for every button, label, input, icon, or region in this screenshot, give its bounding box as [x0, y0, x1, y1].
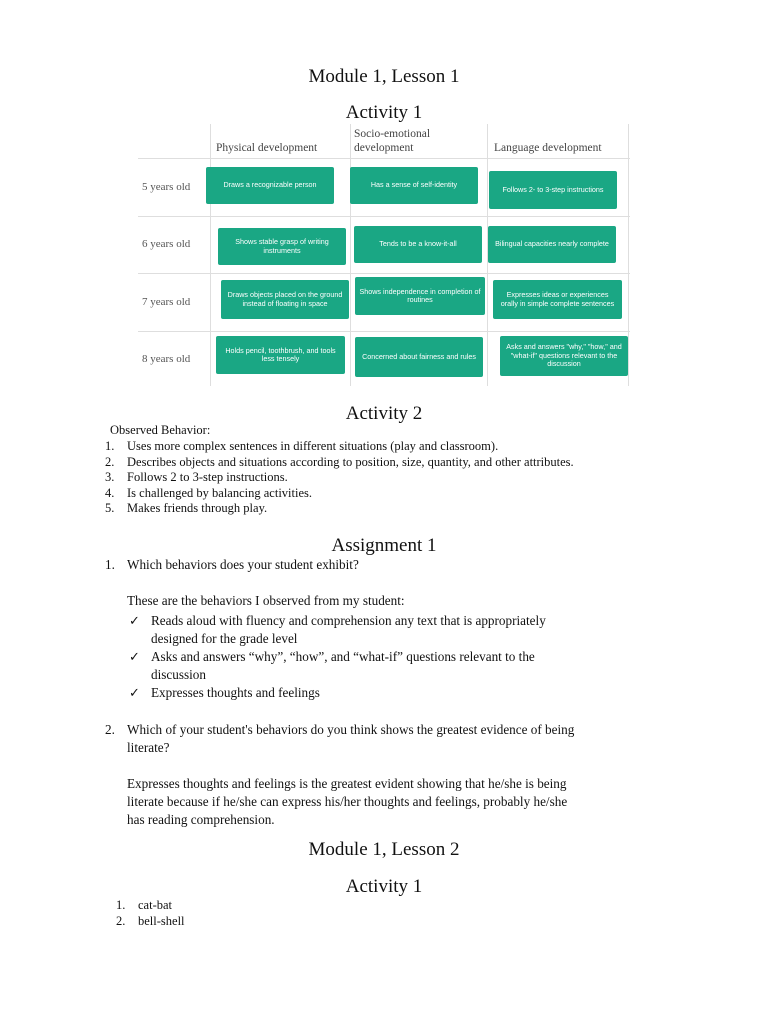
checklist-item: ✓ Reads aloud with fluency and comprehension any text that is appropriately	[129, 613, 546, 628]
list-item: 1. Uses more complex sentences in different situations (play and classroom).	[105, 439, 499, 453]
cell-physical: Shows stable grasp of writing instruments	[218, 228, 346, 265]
list-item: 2. bell-shell	[116, 913, 185, 928]
cell-socio: Tends to be a know-it-all	[354, 226, 482, 263]
row-label: 5 years old	[142, 181, 191, 193]
cell-language: Follows 2- to 3-step instructions	[489, 171, 617, 209]
cell-language: Asks and answers "why," "how," and "what-if" questions relevant to the discussion	[500, 336, 628, 376]
checklist-item: ✓ Asks and answers “why”, “how”, and “what-if” questions relevant to the	[129, 649, 535, 664]
activity-2-title: Activity 2	[345, 403, 423, 424]
checkmark-icon: ✓	[129, 685, 141, 700]
list-item: 5. Makes friends through play.	[105, 501, 268, 515]
cell-language: Expresses ideas or experiences orally in simple complete sentences	[493, 280, 622, 319]
cell-physical: Draws objects placed on the ground instead of floating in space	[221, 280, 349, 319]
cell-socio: Has a sense of self-identity	[350, 167, 478, 204]
activity-1b-title: Activity 1	[345, 876, 423, 897]
column-header-physical: Physical development	[216, 142, 318, 154]
observed-behavior-label: Observed Behavior:	[110, 423, 211, 437]
list-item: 3. Follows 2 to 3-step instructions.	[105, 470, 288, 484]
question-1: 1. Which behaviors does your student exhibit?	[105, 557, 359, 572]
column-header-socio: Socio-emotional development	[354, 128, 431, 154]
list-item: 4. Is challenged by balancing activities.	[105, 485, 313, 500]
checkmark-icon: ✓	[129, 613, 141, 628]
answer-2: Expresses thoughts and feelings is the greatest evident showing that he/she is being literate because if he/she can express his/her thoughts and feelings, probably he/she has reading comprehension.	[127, 776, 568, 827]
cell-language: Bilingual capacities nearly complete	[488, 226, 616, 263]
checklist-item-cont: designed for the grade level	[151, 631, 298, 646]
row-label: 7 years old	[142, 296, 191, 308]
module-title: Module 1, Lesson 1	[308, 66, 460, 87]
column-header-language: Language development	[494, 142, 602, 154]
checklist-item: ✓ Expresses thoughts and feelings	[129, 685, 320, 700]
cell-physical: Holds pencil, toothbrush, and tools less tensely	[216, 336, 345, 374]
list-item: 2. Describes objects and situations according to position, size, quantity, and other attributes.	[105, 454, 574, 469]
cell-physical: Draws a recognizable person	[206, 167, 334, 204]
row-label: 8 years old	[142, 353, 191, 365]
behavior-checklist	[129, 612, 546, 702]
word-pair-list	[116, 898, 185, 929]
list-item: 1. cat-bat	[116, 898, 173, 912]
assignment-1-title: Assignment 1	[331, 535, 437, 556]
observed-behavior-list	[105, 439, 574, 517]
checklist-item-cont: discussion	[151, 667, 206, 682]
activity-1-title: Activity 1	[345, 102, 423, 123]
question-2: 2. Which of your student's behaviors do you think shows the greatest evidence of being literate?	[105, 722, 575, 755]
development-table	[138, 124, 630, 386]
row-label: 6 years old	[142, 238, 191, 250]
question-1-intro: These are the behaviors I observed from my student:	[127, 593, 405, 608]
cell-socio: Concerned about fairness and rules	[355, 337, 483, 377]
module-2-title: Module 1, Lesson 2	[308, 839, 460, 860]
cell-socio: Shows independence in completion of routines	[355, 277, 485, 315]
checkmark-icon: ✓	[129, 649, 141, 664]
